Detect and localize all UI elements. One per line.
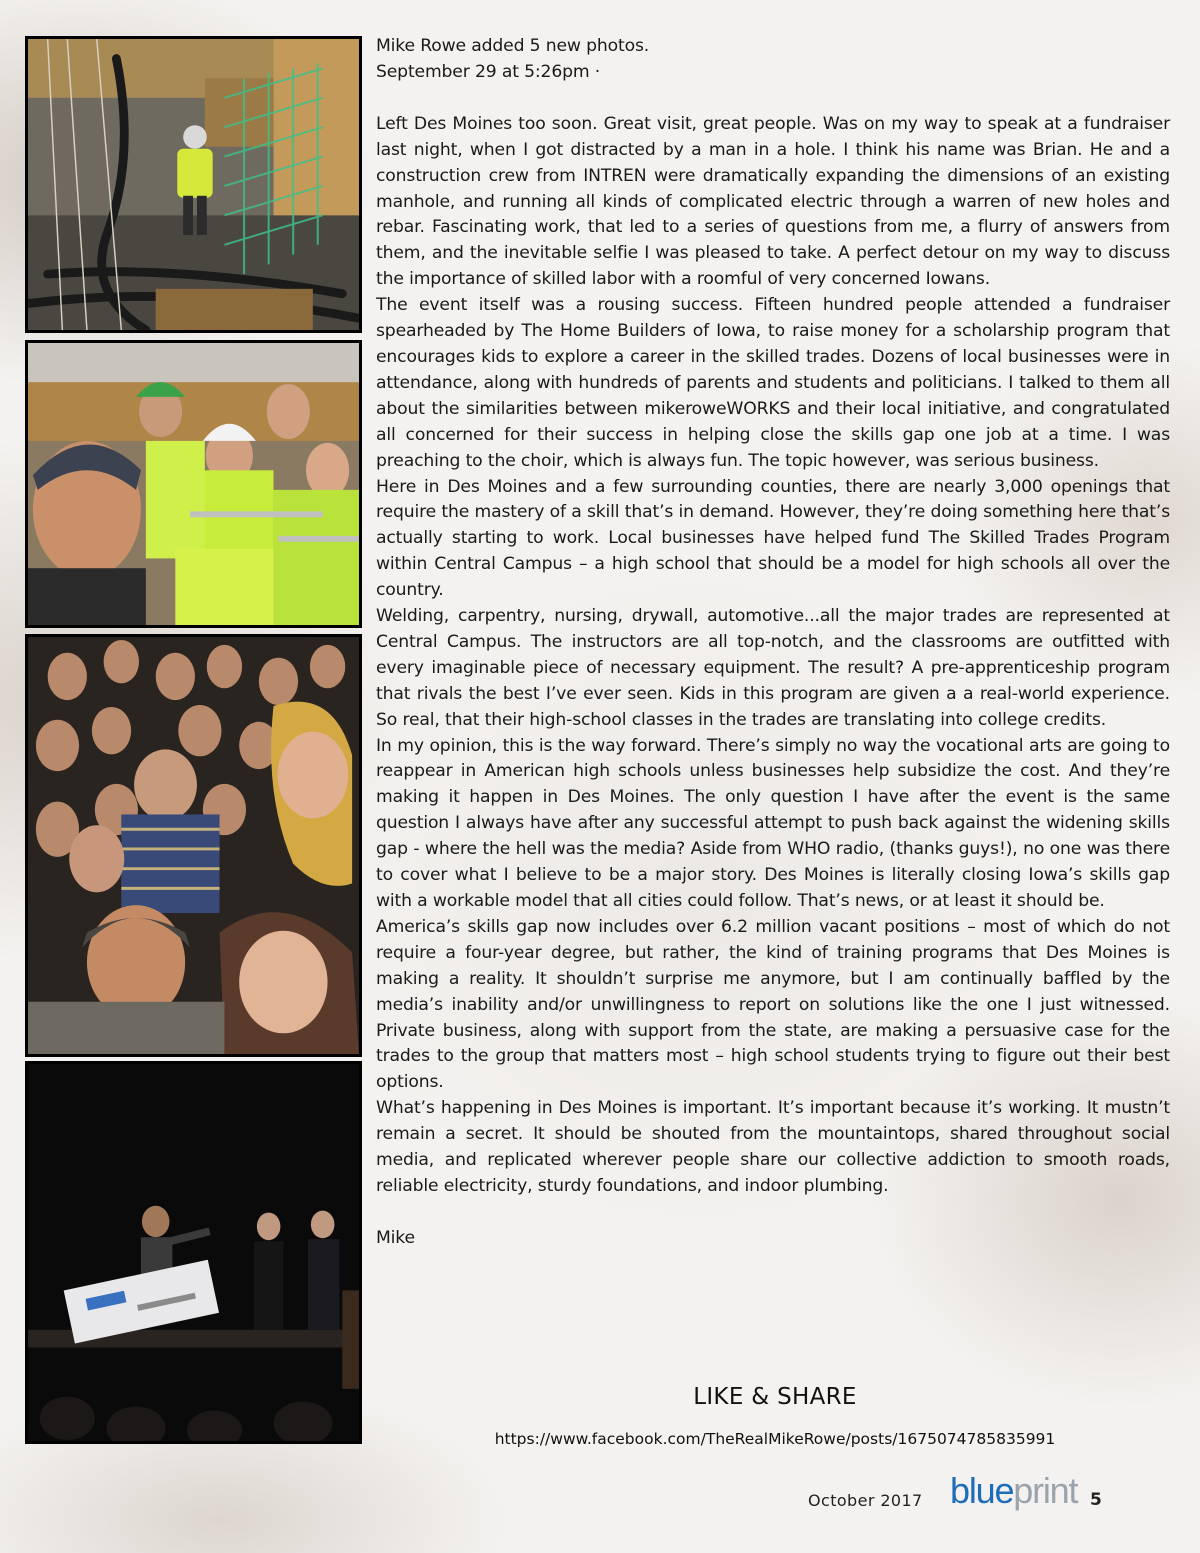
post-body	[376, 34, 1170, 1252]
post-paragraph: Welding, carpentry, nursing, drywall, automotive...all the major trades are represented at Central Campus. The instructors are all top-notch, and the classrooms are outfitted with every imaginable piece of necessary equipment. The result? A pre-apprenticeship program that rivals the best I’ve ever seen. Kids in this program are given a a real-world experience. So real, that their high-school classes in the trades are translating into college credits.	[376, 606, 1170, 730]
photo-crowd-selfie	[25, 634, 362, 1057]
post-url-link[interactable]: https://www.facebook.com/TheRealMikeRowe/posts/1675074785835991	[494, 1430, 1056, 1448]
blueprint-logo	[950, 1470, 1077, 1512]
post-paragraph: America’s skills gap now includes over 6.2 million vacant positions – most of which do not require a four-year degree, but rather, the kind of training programs that Des Moines is making a reality. It shouldn’t surprise me anymore, but I am continually baffled by the media’s inability and/or unwillingness to report on solutions like the one I just witnessed. Private business, along with support from the state, are making a persuasive case for the trades to the group that matters most – high school students trying to figure out their best options.	[376, 916, 1170, 1093]
post-signature: Mike	[376, 1227, 415, 1248]
photo-worker-in-hole	[25, 36, 362, 333]
photo-crew-selfie	[25, 340, 362, 628]
post-paragraph: Left Des Moines too soon. Great visit, great people. Was on my way to speak at a fundraiser last night, when I got distracted by a man in a hole. I think his name was Brian. He and a construction crew from INTREN were dramatically expanding the dimensions of an existing manhole, and running all kinds of complicated electric through a warren of new holes and rebar. Fascinating work, that led to a series of questions from me, a flurry of answers from them, and the inevitable selfie I was pleased to take. A perfect detour on my way to discuss the importance of skilled labor with a roomful of very concerned Iowans.	[376, 113, 1170, 290]
post-timestamp[interactable]: September 29 at 5:26pm ·	[376, 61, 601, 82]
footer-issue-date: October 2017	[808, 1491, 923, 1510]
post-paragraph: What’s happening in Des Moines is important. It’s important because it’s working. It mustn’t remain a secret. It should be shouted from the mountaintops, shared throughout social media, and replicated wherever people share our collective addiction to smooth roads, reliable electricity, sturdy foundations, and indoor plumbing.	[376, 1098, 1170, 1196]
spacer	[376, 1200, 1170, 1226]
post-author-line: Mike Rowe added 5 new photos.	[376, 36, 650, 56]
post-paragraph: In my opinion, this is the way forward. There’s simply no way the vocational arts are going to reappear in American high schools unless businesses help subsidize the cost. And they’re making it happen in Des Moines. The only question I have after the event is the same question I always have after any successful attempt to push back against the widening skills gap - where the hell was the media? Aside from WHO radio, (thanks guys!), no one was there to cover what I believe to be a major story. Des Moines is literally closing Iowa’s skills gap with a workable model that all cities could follow. That’s news, or at least it should be.	[376, 735, 1170, 911]
post-paragraph: Here in Des Moines and a few surrounding counties, there are nearly 3,000 openings that require the mastery of a skill that’s in demand. However, they’re doing something here that’s actually starting to work. Local businesses have helped fund The Skilled Trades Program within Central Campus – a high school that should be a model for high schools all over the country.	[376, 476, 1170, 601]
page-number: 5	[1090, 1490, 1102, 1510]
post-paragraph: The event itself was a rousing success. Fifteen hundred people attended a fundraiser spearheaded by The Home Builders of Iowa, to raise money for a scholarship program that encourages kids to explore a career in the skilled trades. Dozens of local businesses were in attendance, along with hundreds of parents and students and politicians. I talked to them all about the similarities between mikeroweWORKS and their local initiative, and congratulated all concerned for their success in helping close the skills gap one job at a time. I was preaching to the choir, which is always fun. The topic however, was serious business.	[376, 295, 1170, 471]
logo-part-print: print	[1013, 1470, 1078, 1511]
logo-part-blue: blue	[950, 1470, 1014, 1511]
spacer	[376, 86, 1170, 112]
photo-stage-check	[25, 1061, 362, 1444]
like-share-heading: LIKE & SHARE	[693, 1384, 857, 1410]
